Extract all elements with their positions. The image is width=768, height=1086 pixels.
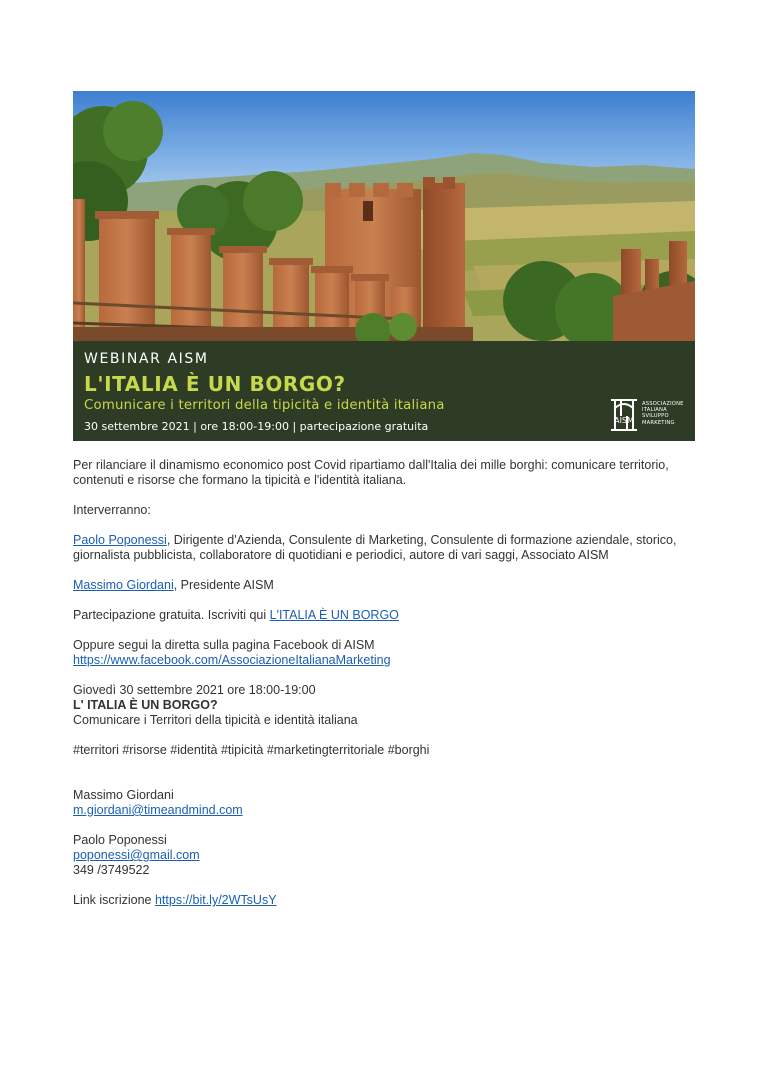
speaker-entry (73, 533, 695, 563)
signup-line (73, 893, 695, 908)
event-subtitle: Comunicare i Territori della tipicità e identità italiana (73, 713, 358, 727)
signup-text: Link iscrizione (73, 893, 155, 907)
banner-subtitle: Comunicare i territori della tipicità e identità italiana (84, 398, 445, 413)
contact-name: Paolo Poponessi (73, 833, 167, 847)
invitation-body (73, 458, 695, 908)
event-date-time: Giovedì 30 settembre 2021 ore 18:00-19:00 (73, 683, 316, 697)
borgo-landscape-photo (73, 91, 695, 341)
contact-email-link[interactable]: poponessi@gmail.com (73, 848, 200, 862)
webinar-label: WEBINAR AISM (84, 351, 209, 367)
aism-logo (607, 396, 691, 436)
aism-logo-line: SVILUPPO (642, 413, 669, 420)
intro-paragraph: Per rilanciare il dinamismo economico post Covid ripartiamo dall'Italia dei mille borghi: comunicare territorio, contenuti e risorse che formano la tipicità e l'identità italiana. (73, 458, 669, 487)
speaker-entry (73, 578, 695, 593)
aism-logo-line: MARKETING (642, 419, 675, 426)
registration-line (73, 608, 695, 623)
contact-email-link[interactable]: m.giordani@timeandmind.com (73, 803, 243, 817)
registration-text: Partecipazione gratuita. Iscriviti qui (73, 608, 270, 622)
signup-link[interactable]: https://bit.ly/2WTsUsY (154, 893, 277, 907)
registration-link[interactable]: L'ITALIA È UN BORGO (269, 608, 399, 622)
contact-phone: 349 /3749522 (73, 863, 150, 877)
aism-logo-line: ASSOCIAZIONE (642, 401, 684, 407)
aism-logo-line: ITALIANA (642, 407, 667, 414)
speakers-heading: Interverranno: (73, 503, 151, 517)
event-title: L' ITALIA È UN BORGO? (73, 698, 218, 712)
speaker-name-link[interactable]: Paolo Poponessi (73, 533, 167, 547)
aism-logo-text (642, 401, 684, 426)
banner-title: L'ITALIA È UN BORGO? (84, 372, 346, 396)
hashtags: #territori #risorse #identità #tipicità #marketingterritoriale #borghi (73, 743, 430, 757)
speaker-description: , Presidente AISM (173, 578, 274, 592)
aism-logo-mark (607, 396, 641, 434)
speaker-name-link[interactable]: Massimo Giordani (73, 578, 174, 592)
speaker-description: , Dirigente d'Azienda, Consulente di Marketing, Consulente di formazione aziendale, storico, giornalista pubblicista, collaboratore di quotidiani e periodici, autore di vari saggi, Associato AISM (73, 533, 677, 562)
aism-logo-acronym: AISM (614, 416, 634, 425)
facebook-page-link[interactable]: https://www.facebook.com/AssociazioneItalianaMarketing (73, 653, 391, 667)
contact-name: Massimo Giordani (73, 788, 174, 802)
banner-text-panel (73, 341, 695, 441)
webinar-banner (73, 91, 695, 441)
facebook-text: Oppure segui la diretta sulla pagina Facebook di AISM (73, 638, 375, 652)
banner-date-line: 30 settembre 2021 | ore 18:00-19:00 | partecipazione gratuita (84, 420, 429, 433)
